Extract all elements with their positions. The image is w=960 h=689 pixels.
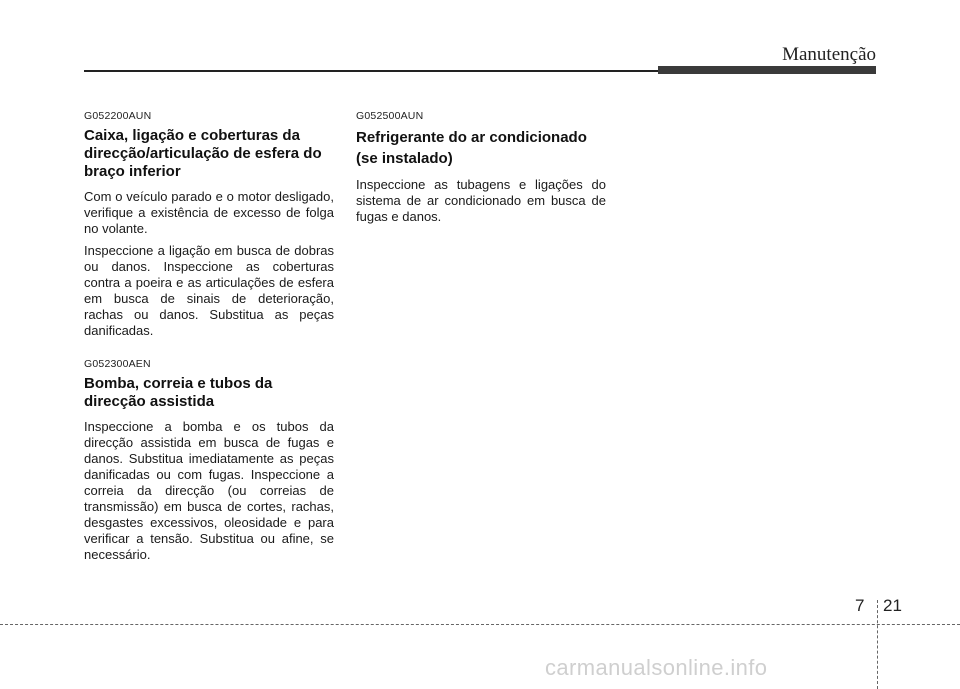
- header-rule: [84, 70, 658, 72]
- section-steering-box: [84, 110, 334, 339]
- section-power-steering: [84, 358, 334, 563]
- section-ac-refrigerant: [356, 110, 606, 225]
- footer-divider: [877, 600, 878, 689]
- section-code: G052500AUN: [356, 110, 424, 122]
- left-column: [84, 110, 334, 582]
- section-heading: Refrigerante do ar condicionado (se instalado): [356, 129, 587, 167]
- section-paragraph: Inspeccione a ligação em busca de dobras ou danos. Inspeccione as coberturas contra a poeira e as articulações de esfera em busca de sinais de deterioração, rachas ou danos. Substitua as peças danificadas.: [84, 243, 334, 338]
- section-paragraph: Inspeccione a bomba e os tubos da direcção assistida em busca de fugas e danos. Substitua imediatamente as peças danificadas ou com fugas. Inspeccione a correia da direcção (ou correias de transmissão) em busca de cortes, rachas, desgastes excessivos, oleosidade e para verificar a tensão. Substitua ou afine, se necessário.: [84, 419, 334, 562]
- section-code: G052200AUN: [84, 110, 152, 122]
- section-heading: Bomba, correia e tubos da direcção assistida: [84, 375, 273, 410]
- right-column: [356, 110, 606, 244]
- watermark: carmanualsonline.info: [545, 655, 768, 680]
- page-number: 21: [883, 596, 902, 615]
- header-title: Manutenção: [782, 44, 876, 65]
- chapter-number: 7: [855, 596, 865, 615]
- header-bar: [658, 66, 876, 74]
- section-heading: Caixa, ligação e coberturas da direcção/articulação de esfera do braço inferior: [84, 127, 322, 180]
- section-code: G052300AEN: [84, 358, 151, 370]
- section-paragraph: Com o veículo parado e o motor desligado, verifique a existência de excesso de folga no volante.: [84, 189, 334, 236]
- section-paragraph: Inspeccione as tubagens e ligações do sistema de ar condicionado em busca de fugas e danos.: [356, 177, 606, 224]
- footer-rule: [0, 624, 960, 625]
